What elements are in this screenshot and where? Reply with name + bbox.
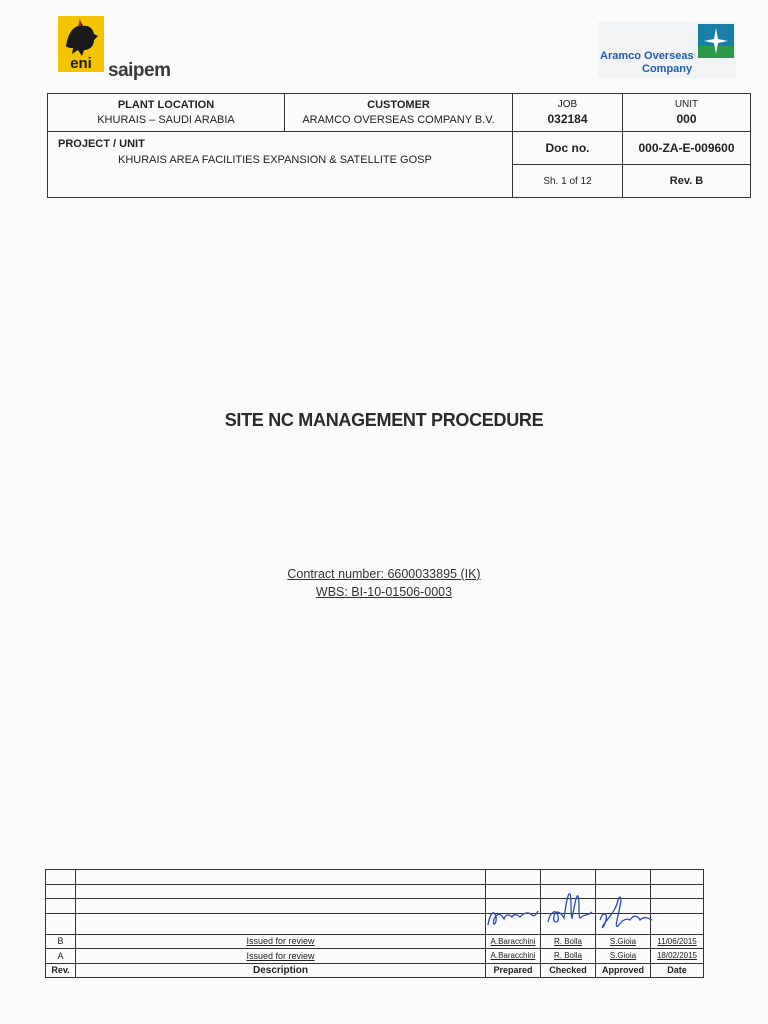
project-value: KHURAIS AREA FACILITIES EXPANSION & SATELLITE GOSP [118,154,432,166]
rev-prepared: A.Baracchini [486,949,541,964]
description-header: Description [76,963,486,978]
doc-no-value: 000-ZA-E-009600 [623,132,751,165]
aramco-name-line2: Company [642,63,693,75]
job-value: 032184 [547,112,588,126]
header-table [47,93,751,198]
rev-checked: R. Bolla [541,949,596,964]
revision-header-row [46,963,704,978]
plant-location-cell [48,94,285,132]
unit-cell [623,94,751,132]
revision-row [46,949,704,964]
plant-location-value: KHURAIS – SAUDI ARABIA [97,114,235,126]
project-cell [48,132,513,198]
revision-row-empty [46,870,704,885]
wbs-number: WBS: BI-10-01506-0003 [315,585,453,599]
eni-wordmark: eni [70,55,92,72]
signature-approved [596,890,654,936]
contract-number: Contract number: 6600033895 (IK) [287,567,481,581]
rev-description: Issued for review [76,934,486,949]
aramco-name-line1: Aramco Overseas [600,50,694,62]
project-label: PROJECT / UNIT [58,138,145,150]
revision-row [46,934,704,949]
unit-value: 000 [676,112,697,126]
document-title: SITE NC MANAGEMENT PROCEDURE [224,410,544,430]
rev-approved: S.Gioia [596,949,651,964]
sheet-number: Sh. 1 of 12 [513,165,623,198]
job-label: JOB [557,99,578,110]
date-header: Date [651,963,704,978]
aramco-star-icon [698,24,734,58]
rev-approved: S.Gioia [596,934,651,949]
eni-logo [58,16,104,72]
signature-prepared [484,895,540,935]
aramco-logo [598,22,736,78]
rev-checked: R. Bolla [541,934,596,949]
unit-label: UNIT [674,99,699,110]
signature-checked [542,884,596,934]
customer-value: ARAMCO OVERSEAS COMPANY B.V. [302,114,495,126]
rev-date: 18/02/2015 [651,949,704,964]
customer-label: CUSTOMER [367,99,430,111]
customer-cell [285,94,513,132]
rev-header: Rev. [46,963,76,978]
doc-no-label: Doc no. [513,132,623,165]
saipem-logo: saipem [108,60,171,81]
rev-description: Issued for review [76,949,486,964]
checked-header: Checked [541,963,596,978]
prepared-header: Prepared [486,963,541,978]
revision-label: Rev. B [623,165,751,198]
rev-date: 11/06/2015 [651,934,704,949]
rev-code: B [46,934,76,949]
approved-header: Approved [596,963,651,978]
contract-info [0,565,768,601]
rev-code: A [46,949,76,964]
rev-prepared: A.Baracchini [486,934,541,949]
job-cell [513,94,623,132]
plant-location-label: PLANT LOCATION [117,99,215,111]
